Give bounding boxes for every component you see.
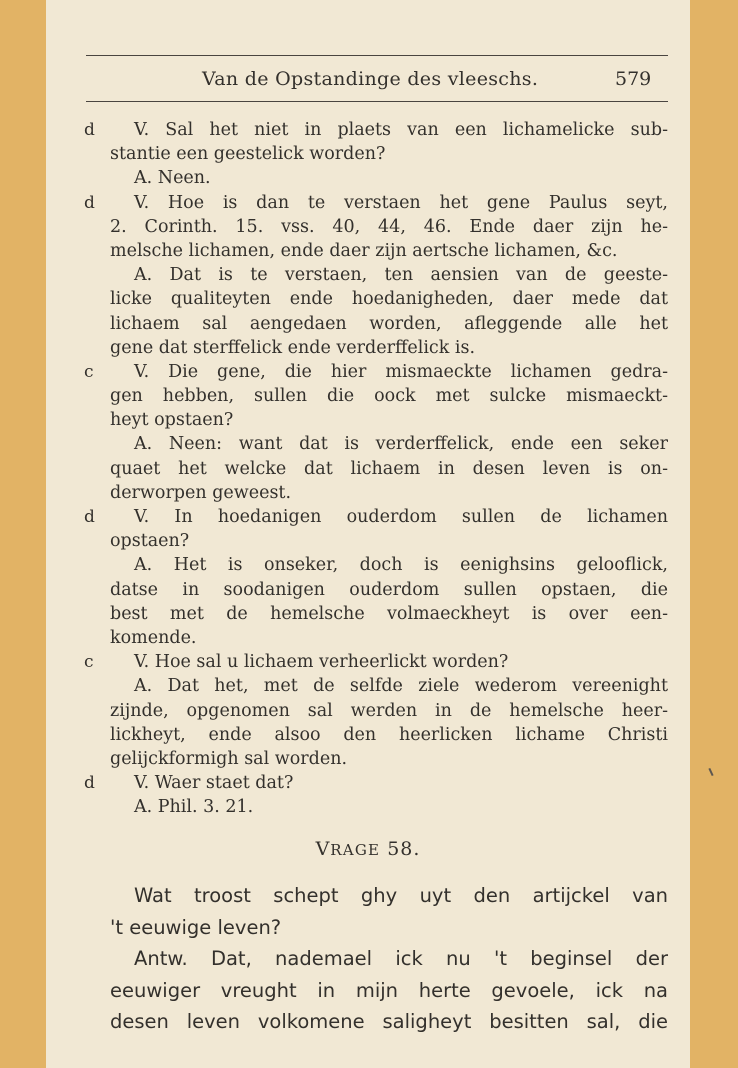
line-text: heyt opstaen? xyxy=(110,410,234,431)
line-text: V. Die gene, die hier mismaeckte lichamen gedra- xyxy=(134,361,668,382)
question-block xyxy=(110,880,668,1038)
scan-margin-right xyxy=(690,0,738,1068)
question-line-text: Wat troost schept ghy uyt den artijckel van xyxy=(134,884,668,907)
question-line-text: eeuwiger vreught in mijn herte gevoele, ick na xyxy=(110,978,668,1002)
margin-marker: c xyxy=(84,652,94,673)
line-text: V. Waer staet dat? xyxy=(134,773,294,794)
line-text: V. Hoe is dan te verstaen het gene Paulus seyt, xyxy=(134,192,668,213)
line-text: A. Phil. 3. 21. xyxy=(134,797,254,818)
question-line xyxy=(110,880,668,912)
line-text: V. Sal het niet in plaets van een lichamelicke sub- xyxy=(134,120,668,140)
text-line xyxy=(110,602,668,626)
margin-marker: d xyxy=(84,120,95,140)
question-line-text: Antw. Dat, nademael ick nu 't beginsel der xyxy=(134,947,668,970)
line-text: A. Neen: want dat is verderffelick, ende een seker xyxy=(134,434,668,455)
line-text: zijnde, opgenomen sal werden in de hemelsche heer- xyxy=(110,700,668,721)
text-line xyxy=(84,771,668,795)
line-text: melsche lichamen, ende daer zijn aertsche lichamen, &c. xyxy=(110,240,618,261)
margin-marker: c xyxy=(84,361,94,382)
line-text: gen hebben, sullen die oock met sulcke mismaeckt- xyxy=(110,386,668,407)
question-line-text: desen leven volkomene saligheyt besitten sal, die xyxy=(110,1010,668,1033)
text-line xyxy=(110,432,668,456)
question-line xyxy=(110,1006,668,1038)
text-line xyxy=(110,578,668,602)
heading-number: 58. xyxy=(380,838,421,860)
question-line xyxy=(110,975,668,1007)
running-head: Van de Opstandinge des vleeschs. xyxy=(202,68,539,90)
line-text: opstaen? xyxy=(110,531,190,552)
line-text: best met de hemelsche volmaeckheyt is over een- xyxy=(110,603,668,624)
line-text: datse in soodanigen ouderdom sullen opstaen, die xyxy=(110,579,668,600)
line-text: A. Dat is te verstaen, ten aensien van de geeste- xyxy=(134,265,668,286)
text-line xyxy=(110,723,668,747)
text-line xyxy=(84,505,668,529)
line-text: gene dat sterffelick ende verderffelick is. xyxy=(110,337,476,358)
line-text: quaet het welcke dat lichaem in desen leven is on- xyxy=(110,458,668,479)
line-text: lickheyt, ende alsoo den heerlicken lichame Christi xyxy=(110,724,668,745)
text-line xyxy=(110,553,668,577)
header-rule-bottom xyxy=(86,101,668,102)
text-line xyxy=(110,336,668,360)
question-line xyxy=(110,912,668,944)
line-text: V. Hoe sal u lichaem verheerlickt worden? xyxy=(134,652,509,673)
line-text: 2. Corinth. 15. vss. 40, 44, 46. Ende daer zijn he- xyxy=(110,216,668,237)
heading-initial: V xyxy=(315,838,331,860)
catechism-body xyxy=(84,118,668,819)
text-line xyxy=(110,215,668,239)
line-text: komende. xyxy=(110,627,197,648)
text-line xyxy=(110,529,668,553)
text-line xyxy=(84,650,668,674)
text-line xyxy=(84,360,668,384)
text-line xyxy=(110,287,668,311)
text-line xyxy=(110,384,668,408)
line-text: A. Het is onseker, doch is eenighsins gelooflick, xyxy=(134,555,668,576)
question-line xyxy=(110,943,668,975)
text-line xyxy=(84,118,668,142)
text-line xyxy=(110,747,668,771)
question-line-text: 't eeuwige leven? xyxy=(110,915,282,939)
page-number: 579 xyxy=(615,68,652,90)
header-rule-top xyxy=(86,55,668,56)
text-line xyxy=(110,166,668,190)
section-heading xyxy=(46,838,690,860)
text-line xyxy=(110,481,668,505)
heading-small-caps: RAGE xyxy=(330,841,381,859)
text-line xyxy=(110,239,668,263)
text-line xyxy=(110,142,668,166)
margin-marker: d xyxy=(84,773,95,794)
margin-marker: d xyxy=(84,507,95,527)
text-line xyxy=(110,312,668,336)
line-text: stantie een geestelick worden? xyxy=(110,144,386,165)
text-line xyxy=(84,191,668,215)
book-page xyxy=(46,0,690,1068)
line-text: lichaem sal aengedaen worden, afleggende alle het xyxy=(110,313,668,334)
line-text: A. Neen. xyxy=(134,168,211,189)
text-line xyxy=(110,263,668,287)
line-text: V. In hoedanigen ouderdom sullen de lichamen xyxy=(134,507,668,527)
text-line xyxy=(110,674,668,698)
text-line xyxy=(110,408,668,432)
text-line xyxy=(110,626,668,650)
line-text: licke qualiteyten ende hoedanigheden, daer mede dat xyxy=(110,289,668,310)
scan-margin-left xyxy=(0,0,46,1068)
text-line xyxy=(110,699,668,723)
text-line xyxy=(110,795,668,819)
line-text: gelijckformigh sal worden. xyxy=(110,748,348,769)
text-line xyxy=(110,457,668,481)
margin-marker: d xyxy=(84,192,95,213)
line-text: derworpen geweest. xyxy=(110,482,292,503)
line-text: A. Dat het, met de selfde ziele wederom vereenight xyxy=(134,676,668,697)
